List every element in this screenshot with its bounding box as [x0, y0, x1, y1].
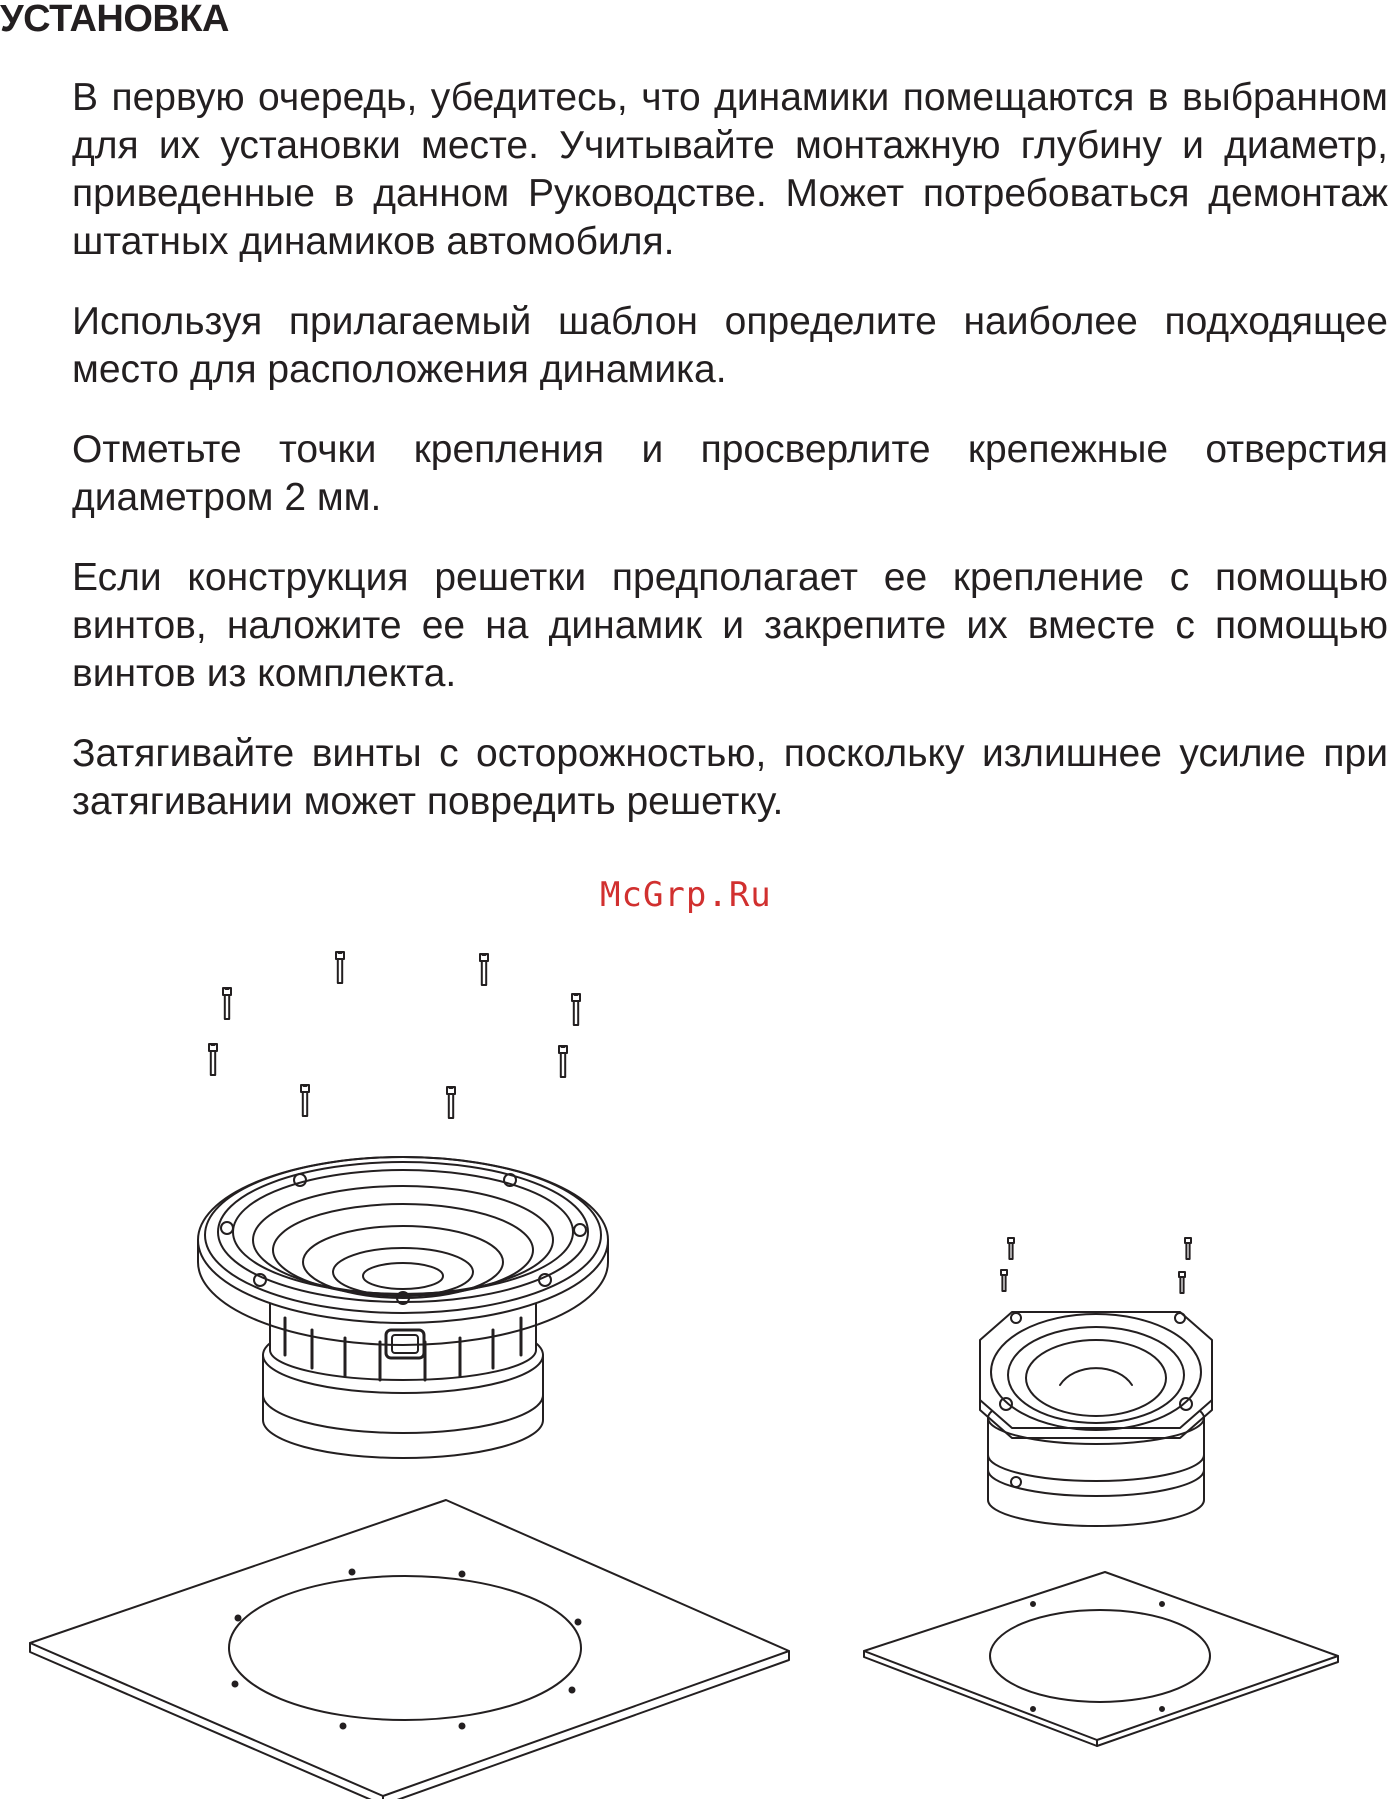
screws-large-set — [209, 952, 580, 1118]
paragraph-grille-mount: Если конструкция решетки предполагает ее крепление с помощью винтов, наложите ее на динамик и закрепите их вместе с помощью винтов из комплекта. — [72, 556, 1388, 695]
mounting-panel-small — [864, 1572, 1338, 1746]
paragraph-drill-holes: Отметьте точки крепления и просверлите крепежные отверстия диаметром 2 мм. — [72, 428, 1388, 519]
mounting-panel-large — [30, 1500, 789, 1799]
watermark: McGrp.Ru — [600, 875, 772, 915]
page-title: УСТАНОВКА — [0, 0, 229, 40]
tweeter-speaker-icon — [980, 1312, 1212, 1526]
woofer-speaker-icon — [198, 1157, 608, 1458]
paragraph-check-fit: В первую очередь, убедитесь, что динамики помещаются в выбранном для их установки месте. Учитывайте монтажную глубину и диаметр, приведенные в данном Руководстве. Может потребоваться демонтаж штатных динамиков автомобиля. — [72, 76, 1388, 263]
paragraph-tighten-screws: Затягивайте винты с осторожностью, поскольку излишнее усилие при затягивании может повредить решетку. — [72, 732, 1388, 823]
paragraph-template: Используя прилагаемый шаблон определите наиболее подходящее место для расположения динамика. — [72, 300, 1388, 391]
screws-small-set — [1001, 1238, 1191, 1293]
